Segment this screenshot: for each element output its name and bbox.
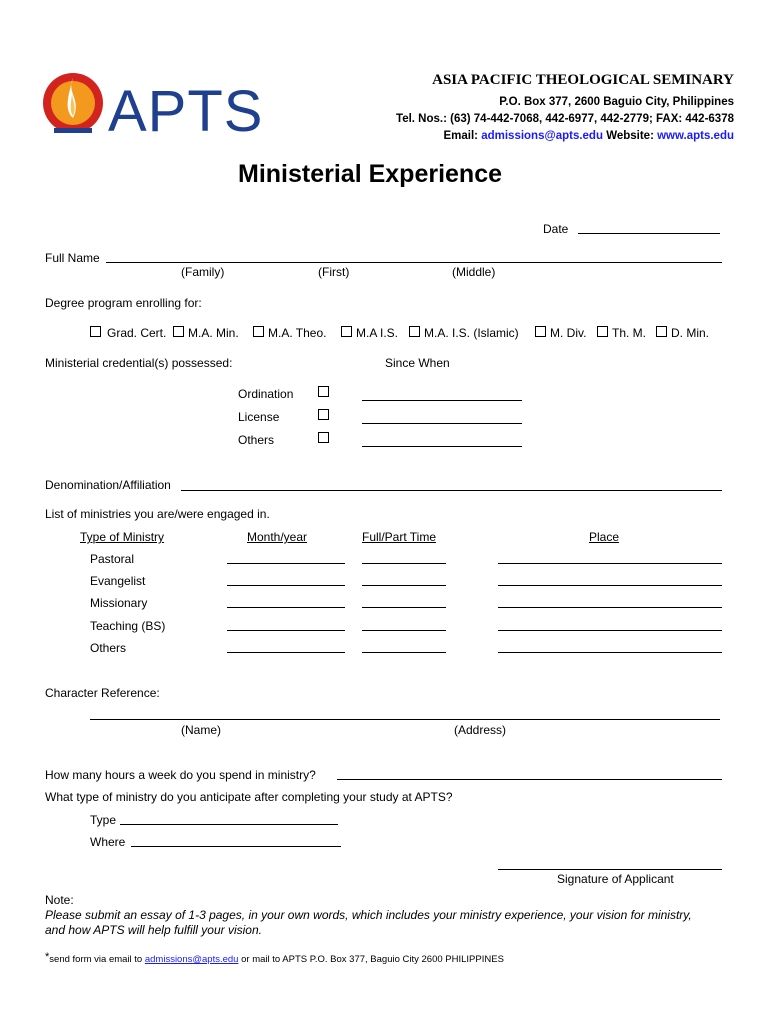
ministry-row-others: Others <box>90 641 127 655</box>
ministry-missionary-month-field[interactable] <box>227 607 345 608</box>
ministry-teaching-month-field[interactable] <box>227 630 345 631</box>
credential-ordination-label: Ordination <box>238 387 294 401</box>
degree-checkbox-ma-is-islamic[interactable] <box>409 326 420 337</box>
ministry-pastoral-place-field[interactable] <box>498 563 722 564</box>
institution-address: P.O. Box 377, 2600 Baguio City, Philippines <box>499 96 734 108</box>
ministry-col-type: Type of Ministry <box>80 530 165 544</box>
where-field[interactable] <box>131 846 341 847</box>
ministry-col-month-year: Month/year <box>247 530 308 544</box>
signature-field[interactable] <box>498 869 722 870</box>
footer-asterisk: * <box>45 951 50 963</box>
ministry-teaching-time-field[interactable] <box>362 630 446 631</box>
type-label: Type <box>90 813 117 827</box>
ministry-pastoral-month-field[interactable] <box>227 563 345 564</box>
note-text-line-1: Please submit an essay of 1-3 pages, in your own words, which includes your ministry experience, your vision for ministry, <box>45 908 692 922</box>
date-label: Date <box>543 222 569 236</box>
reference-address-caption: (Address) <box>454 723 507 737</box>
degree-label-dmin: D. Min. <box>671 326 710 340</box>
middle-name-caption: (Middle) <box>452 265 496 279</box>
institution-name: ASIA PACIFIC THEOLOGICAL SEMINARY <box>432 72 734 88</box>
degree-checkbox-mdiv[interactable] <box>535 326 546 337</box>
since-when-label: Since When <box>385 356 450 370</box>
degree-label-ma-theo: M.A. Theo. <box>268 326 327 340</box>
footer-prefix: send form via email to <box>49 954 143 965</box>
denomination-field[interactable] <box>181 490 722 491</box>
email-label: Email: <box>443 130 478 142</box>
ministry-missionary-place-field[interactable] <box>498 607 722 608</box>
footer-suffix: or mail to APTS P.O. Box 377, Baguio City 2600 PHILIPPINES <box>241 954 504 965</box>
ministry-evangelist-place-field[interactable] <box>498 585 722 586</box>
credential-license-since-field[interactable] <box>362 423 522 424</box>
website-link[interactable]: www.apts.edu <box>657 130 734 142</box>
ministry-row-teaching: Teaching (BS) <box>90 619 166 633</box>
type-field[interactable] <box>120 824 338 825</box>
family-name-caption: (Family) <box>181 265 225 279</box>
degree-label-ma-is: M.A I.S. <box>356 326 399 340</box>
page-title: Ministerial Experience <box>238 160 503 188</box>
ministry-col-full-part-time: Full/Part Time <box>362 530 437 544</box>
where-label: Where <box>90 835 126 849</box>
first-name-caption: (First) <box>318 265 350 279</box>
full-name-field[interactable] <box>106 262 722 263</box>
footer-instruction <box>45 951 504 965</box>
credentials-label: Ministerial credential(s) possessed: <box>45 356 233 370</box>
degree-label-mdiv: M. Div. <box>550 326 587 340</box>
degree-checkbox-thm[interactable] <box>597 326 608 337</box>
flame-icon <box>42 70 104 140</box>
reference-name-caption: (Name) <box>181 723 222 737</box>
denomination-label: Denomination/Affiliation <box>45 478 171 492</box>
date-field[interactable] <box>578 233 720 234</box>
credential-ordination-since-field[interactable] <box>362 400 522 401</box>
signature-label: Signature of Applicant <box>557 872 674 886</box>
ministry-evangelist-time-field[interactable] <box>362 585 446 586</box>
character-reference-field[interactable] <box>90 719 720 720</box>
degree-label-thm: Th. M. <box>612 326 647 340</box>
credential-others-checkbox[interactable] <box>318 432 329 443</box>
degree-label-grad-cert: Grad. Cert. <box>107 326 167 340</box>
ministry-teaching-place-field[interactable] <box>498 630 722 631</box>
institution-phones: Tel. Nos.: (63) 74-442-7068, 442-6977, 442-2779; FAX: 442-6378 <box>396 113 734 125</box>
footer-email-link[interactable]: admissions@apts.edu <box>144 954 239 965</box>
degree-checkbox-ma-is[interactable] <box>341 326 352 337</box>
credential-license-checkbox[interactable] <box>318 409 329 420</box>
apts-logo <box>42 70 272 150</box>
degree-checkbox-ma-theo[interactable] <box>253 326 264 337</box>
credential-others-since-field[interactable] <box>362 446 522 447</box>
ministry-others-month-field[interactable] <box>227 652 345 653</box>
character-reference-label: Character Reference: <box>45 686 160 700</box>
ministry-pastoral-time-field[interactable] <box>362 563 446 564</box>
degree-label-ma-is-islamic: M.A. I.S. (Islamic) <box>424 326 519 340</box>
degree-label: Degree program enrolling for: <box>45 296 202 310</box>
ministry-others-time-field[interactable] <box>362 652 446 653</box>
credential-ordination-checkbox[interactable] <box>318 386 329 397</box>
ministry-col-place: Place <box>589 530 620 544</box>
note-label: Note: <box>45 893 74 907</box>
degree-checkbox-dmin[interactable] <box>656 326 667 337</box>
ministry-row-evangelist: Evangelist <box>90 574 146 588</box>
degree-checkbox-grad-cert[interactable] <box>90 326 101 337</box>
email-link[interactable]: admissions@apts.edu <box>481 130 603 142</box>
ministry-others-place-field[interactable] <box>498 652 722 653</box>
ministry-evangelist-month-field[interactable] <box>227 585 345 586</box>
ministry-row-pastoral: Pastoral <box>90 552 135 566</box>
hours-field[interactable] <box>337 779 722 780</box>
note-text-line-2: and how APTS will help fulfill your vision. <box>45 923 262 937</box>
ministry-row-missionary: Missionary <box>90 596 148 610</box>
credential-others-label: Others <box>238 433 275 447</box>
anticipate-question: What type of ministry do you anticipate after completing your study at APTS? <box>45 790 453 804</box>
hours-question: How many hours a week do you spend in ministry? <box>45 768 316 782</box>
ministry-missionary-time-field[interactable] <box>362 607 446 608</box>
institution-contact <box>443 130 734 142</box>
degree-checkbox-ma-min[interactable] <box>173 326 184 337</box>
logo-text: APTS <box>108 79 264 144</box>
degree-label-ma-min: M.A. Min. <box>188 326 239 340</box>
full-name-label: Full Name <box>45 251 100 265</box>
ministries-label: List of ministries you are/were engaged in. <box>45 507 270 521</box>
website-label: Website: <box>606 130 654 142</box>
credential-license-label: License <box>238 410 280 424</box>
